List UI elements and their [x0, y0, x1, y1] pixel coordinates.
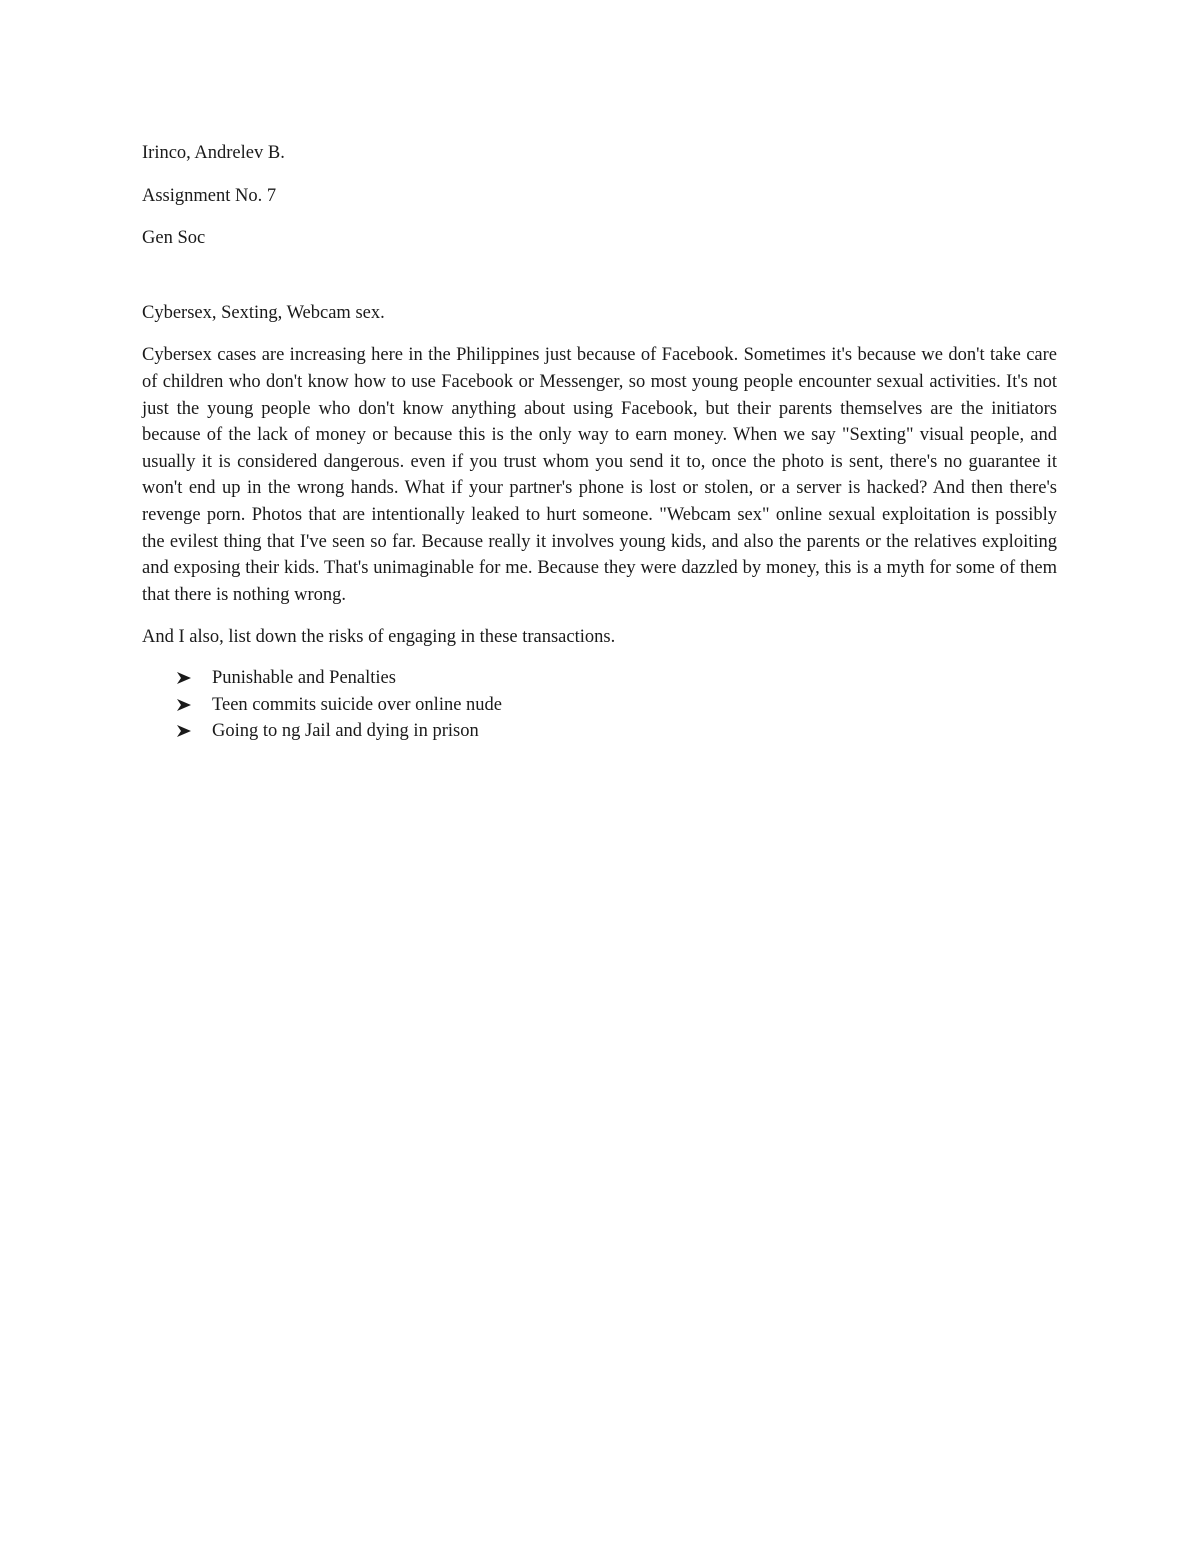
body-paragraph: Cybersex cases are increasing here in the Philippines just because of Facebook. Sometimes it's because we don't take care of children who don't know how to use Facebook or Messenger, so most young people encounter sexual activities. It's not just the young people who don't know anything about using Facebook, but their parents themselves are the initiators because of the lack of money or because this is the only way to earn money. When we say "Sexting" visual people, and usually it is considered dangerous. even if you trust whom you send it to, once the photo is sent, there's no guarantee it won't end up in the wrong hands. What if your partner's phone is lost or stolen, or a server is hacked? And then there's revenge porn. Photos that are intentionally leaked to hurt someone. "Webcam sex" online sexual exploitation is possibly the evilest thing that I've seen so far. Because really it involves young kids, and also the parents or the relatives exploiting and exposing their kids. That's unimaginable for me. Because they were dazzled by money, this is a myth for some of them that there is nothing wrong. [142, 345, 1057, 605]
risk-item-label: Going to ng Jail and dying in prison [212, 721, 479, 742]
arrowhead-bullet-icon [176, 692, 194, 718]
list-item [142, 692, 1057, 719]
list-item [142, 718, 1057, 745]
arrowhead-bullet-icon [176, 718, 194, 744]
student-name: Irinco, Andrelev B. [142, 143, 285, 163]
risk-item-label: Teen commits suicide over online nude [212, 694, 503, 715]
subject-name: Gen Soc [142, 228, 206, 249]
document-content [142, 140, 1057, 745]
risk-item-label: Punishable and Penalties [212, 667, 396, 688]
risks-intro: And I also, list down the risks of engaging in these transactions. [142, 627, 616, 648]
assignment-number: Assignment No. 7 [142, 185, 277, 206]
arrowhead-bullet-icon [176, 665, 194, 691]
topic-line: Cybersex, Sexting, Webcam sex. [142, 302, 385, 323]
risk-list [142, 665, 1057, 745]
list-item [142, 665, 1057, 692]
